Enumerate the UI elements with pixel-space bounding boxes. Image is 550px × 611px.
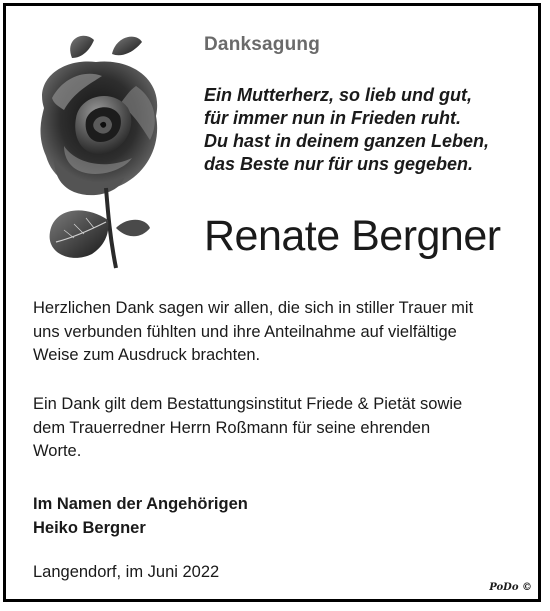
place-date: Langendorf, im Juni 2022 [33,563,220,581]
signature [33,492,248,540]
poem-line: Du hast in deinem ganzen Leben, [204,131,490,151]
paragraph-thanks [33,297,518,368]
heading-danksagung: Danksagung [204,34,321,55]
copyright-mark: PoDo © [489,582,532,593]
signature-line-family: Im Namen der Angehörigen [33,495,248,513]
paragraph-line: Herzlichen Dank sagen wir allen, die sich in stiller Trauer mit [33,299,474,317]
poem-line: das Beste nur für uns gegeben. [204,154,474,174]
poem-line: für immer nun in Frieden ruht. [204,108,462,128]
paragraph-line: Worte. [33,442,82,460]
poem-line: Ein Mutterherz, so lieb und gut, [204,85,472,105]
rose-icon [24,28,174,273]
poem [204,84,489,176]
paragraph-line: dem Trauerredner Herrn Roßmann für seine ehrenden [33,418,431,437]
paragraph-line: Weise zum Ausdruck brachten. [33,346,261,364]
paragraph-line: Ein Dank gilt dem Bestattungsinstitut Friede & Pietät sowie [33,395,463,413]
paragraph-line: uns verbunden fühlten und ihre Anteilnahme auf vielfältige [33,322,457,341]
deceased-name: Renate Bergner [204,212,501,260]
paragraph-funeral-home [33,393,518,464]
signature-line-name: Heiko Bergner [33,519,146,537]
